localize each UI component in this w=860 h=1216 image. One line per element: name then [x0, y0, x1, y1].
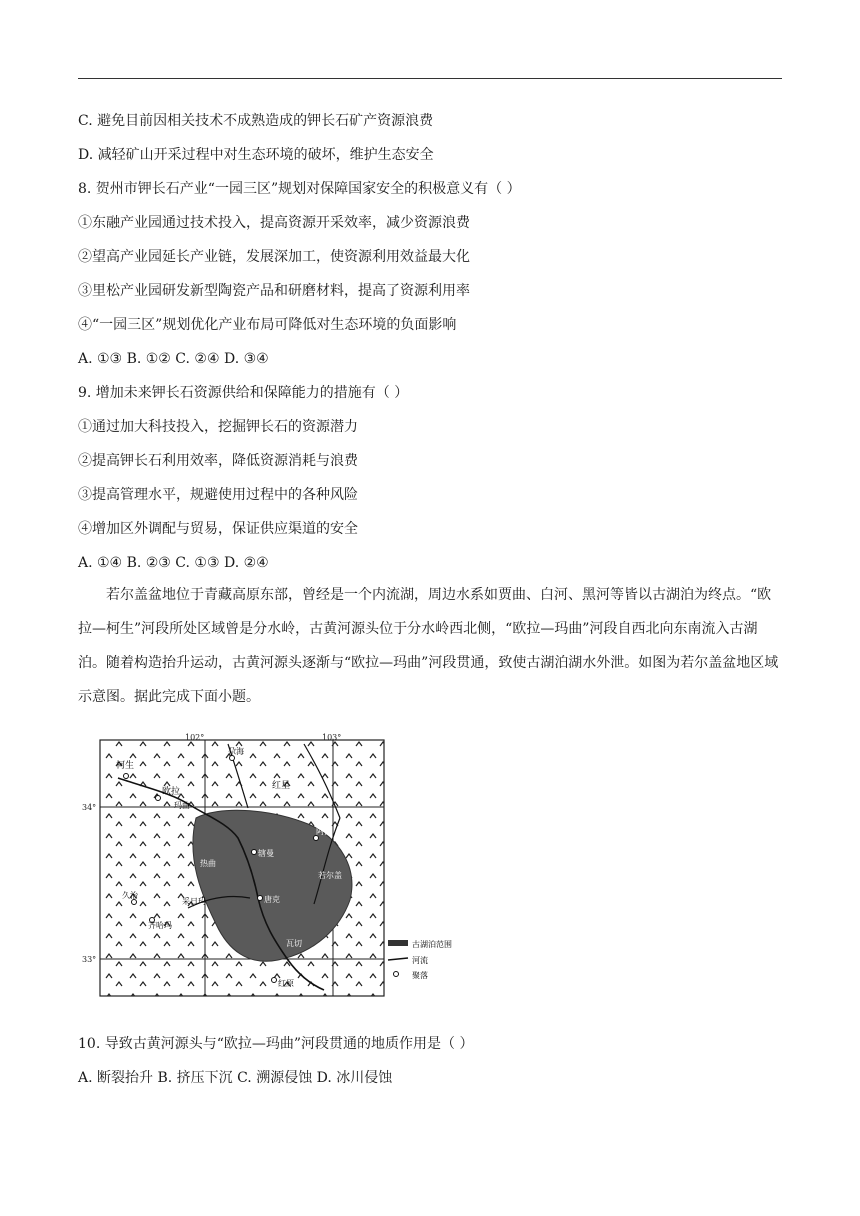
statement-8-3: ③里松产业园研发新型陶瓷产品和研磨材料，提高了资源利用率 — [78, 283, 470, 299]
question-8: 8. 贺州市钾长石产业“一园三区”规划对保障国家安全的积极意义有（ ） — [78, 181, 521, 197]
choices-9: A. ①④ B. ②③ C. ①③ D. ②④ — [78, 555, 269, 571]
choices-10: A. 断裂抬升 B. 挤压下沉 C. 溯源侵蚀 D. 冰川侵蚀 — [78, 1070, 393, 1086]
legend-settlement-label: 聚落 — [412, 971, 428, 980]
question-10: 10. 导致古黄河源头与“欧拉—玛曲”河段贯通的地质作用是（ ） — [78, 1036, 474, 1052]
place-hongxing: 红星 — [272, 781, 291, 791]
statement-8-2: ②望高产业园延长产业链，发展深加工，使资源利用效益最大化 — [78, 249, 470, 265]
ruoergai-basin-map — [78, 728, 466, 1000]
place-gahai: 尕海 — [228, 747, 244, 756]
statement-9-3: ③提高管理水平，规避使用过程中的各种风险 — [78, 487, 358, 503]
legend-river-label: 河流 — [412, 956, 428, 965]
header-rule — [78, 78, 782, 79]
lon-label-102: 102° — [185, 733, 205, 742]
statement-9-2: ②提高钾长石利用效率，降低资源消耗与浪费 — [78, 453, 358, 469]
place-maqu: 玛曲 — [174, 801, 190, 810]
lat-label-33: 33° — [82, 955, 97, 964]
place-jiuzhi: 久治 — [122, 891, 138, 900]
question-9: 9. 增加未来钾长石资源供给和保障能力的措施有（ ） — [78, 385, 409, 401]
statement-8-4: ④“一园三区”规划优化产业布局可降低对生态环境的负面影响 — [78, 317, 457, 333]
legend-settlement-swatch — [394, 972, 399, 977]
statement-9-4: ④增加区外调配与贸易，保证供应渠道的安全 — [78, 521, 358, 537]
place-cairima: 采日玛 — [182, 897, 206, 906]
statement-8-1: ①东融产业园通过技术投入，提高资源开采效率，减少资源浪费 — [78, 215, 470, 231]
option-7d: D. 减轻矿山开采过程中对生态环境的破坏，维护生态安全 — [78, 147, 434, 163]
place-waqie: 瓦切 — [286, 939, 302, 948]
statement-9-1: ①通过加大科技投入，挖掘钾长石的资源潜力 — [78, 419, 358, 435]
legend-lake-label: 古湖泊范围 — [412, 940, 452, 949]
choices-8: A. ①③ B. ①② C. ②④ D. ③④ — [78, 351, 269, 367]
legend-lake-swatch — [388, 940, 408, 946]
option-7c: C. 避免目前因相关技术不成熟造成的钾长石矿产资源浪费 — [78, 113, 434, 129]
place-kesheng: 柯生 — [116, 761, 135, 771]
place-oula: 欧拉 — [162, 787, 181, 797]
place-ruoergai: 若尔盖 — [318, 871, 342, 880]
place-axi: 阿西 — [316, 827, 332, 836]
legend-river-swatch — [388, 958, 408, 960]
place-xiaman: 辖曼 — [258, 849, 274, 858]
passage-paragraph: 若尔盖盆地位于青藏高原东部，曾经是一个内流湖，周边水系如贾曲、白河、黑河等皆以古湖泊为终点。“欧拉—柯生”河段所处区域曾是分水岭，古黄河源头位于分水岭西北侧，“欧拉—玛曲”河段自西北向东南流入古湖泊。随着构造抬升运动，古黄河源头逐渐与“欧拉—玛曲”河段贯通，致使古湖泊湖水外泄。如图为若尔盖盆地区域示意图。据此完成下面小题。 — [78, 587, 779, 705]
lon-label-103: 103° — [322, 733, 342, 742]
lat-label-34: 34° — [82, 803, 97, 812]
place-qihama: 齐哈玛 — [148, 921, 172, 930]
place-hongyuan: 红原 — [278, 979, 294, 988]
place-rere: 热曲 — [200, 859, 216, 868]
place-tangke: 唐克 — [264, 895, 280, 904]
